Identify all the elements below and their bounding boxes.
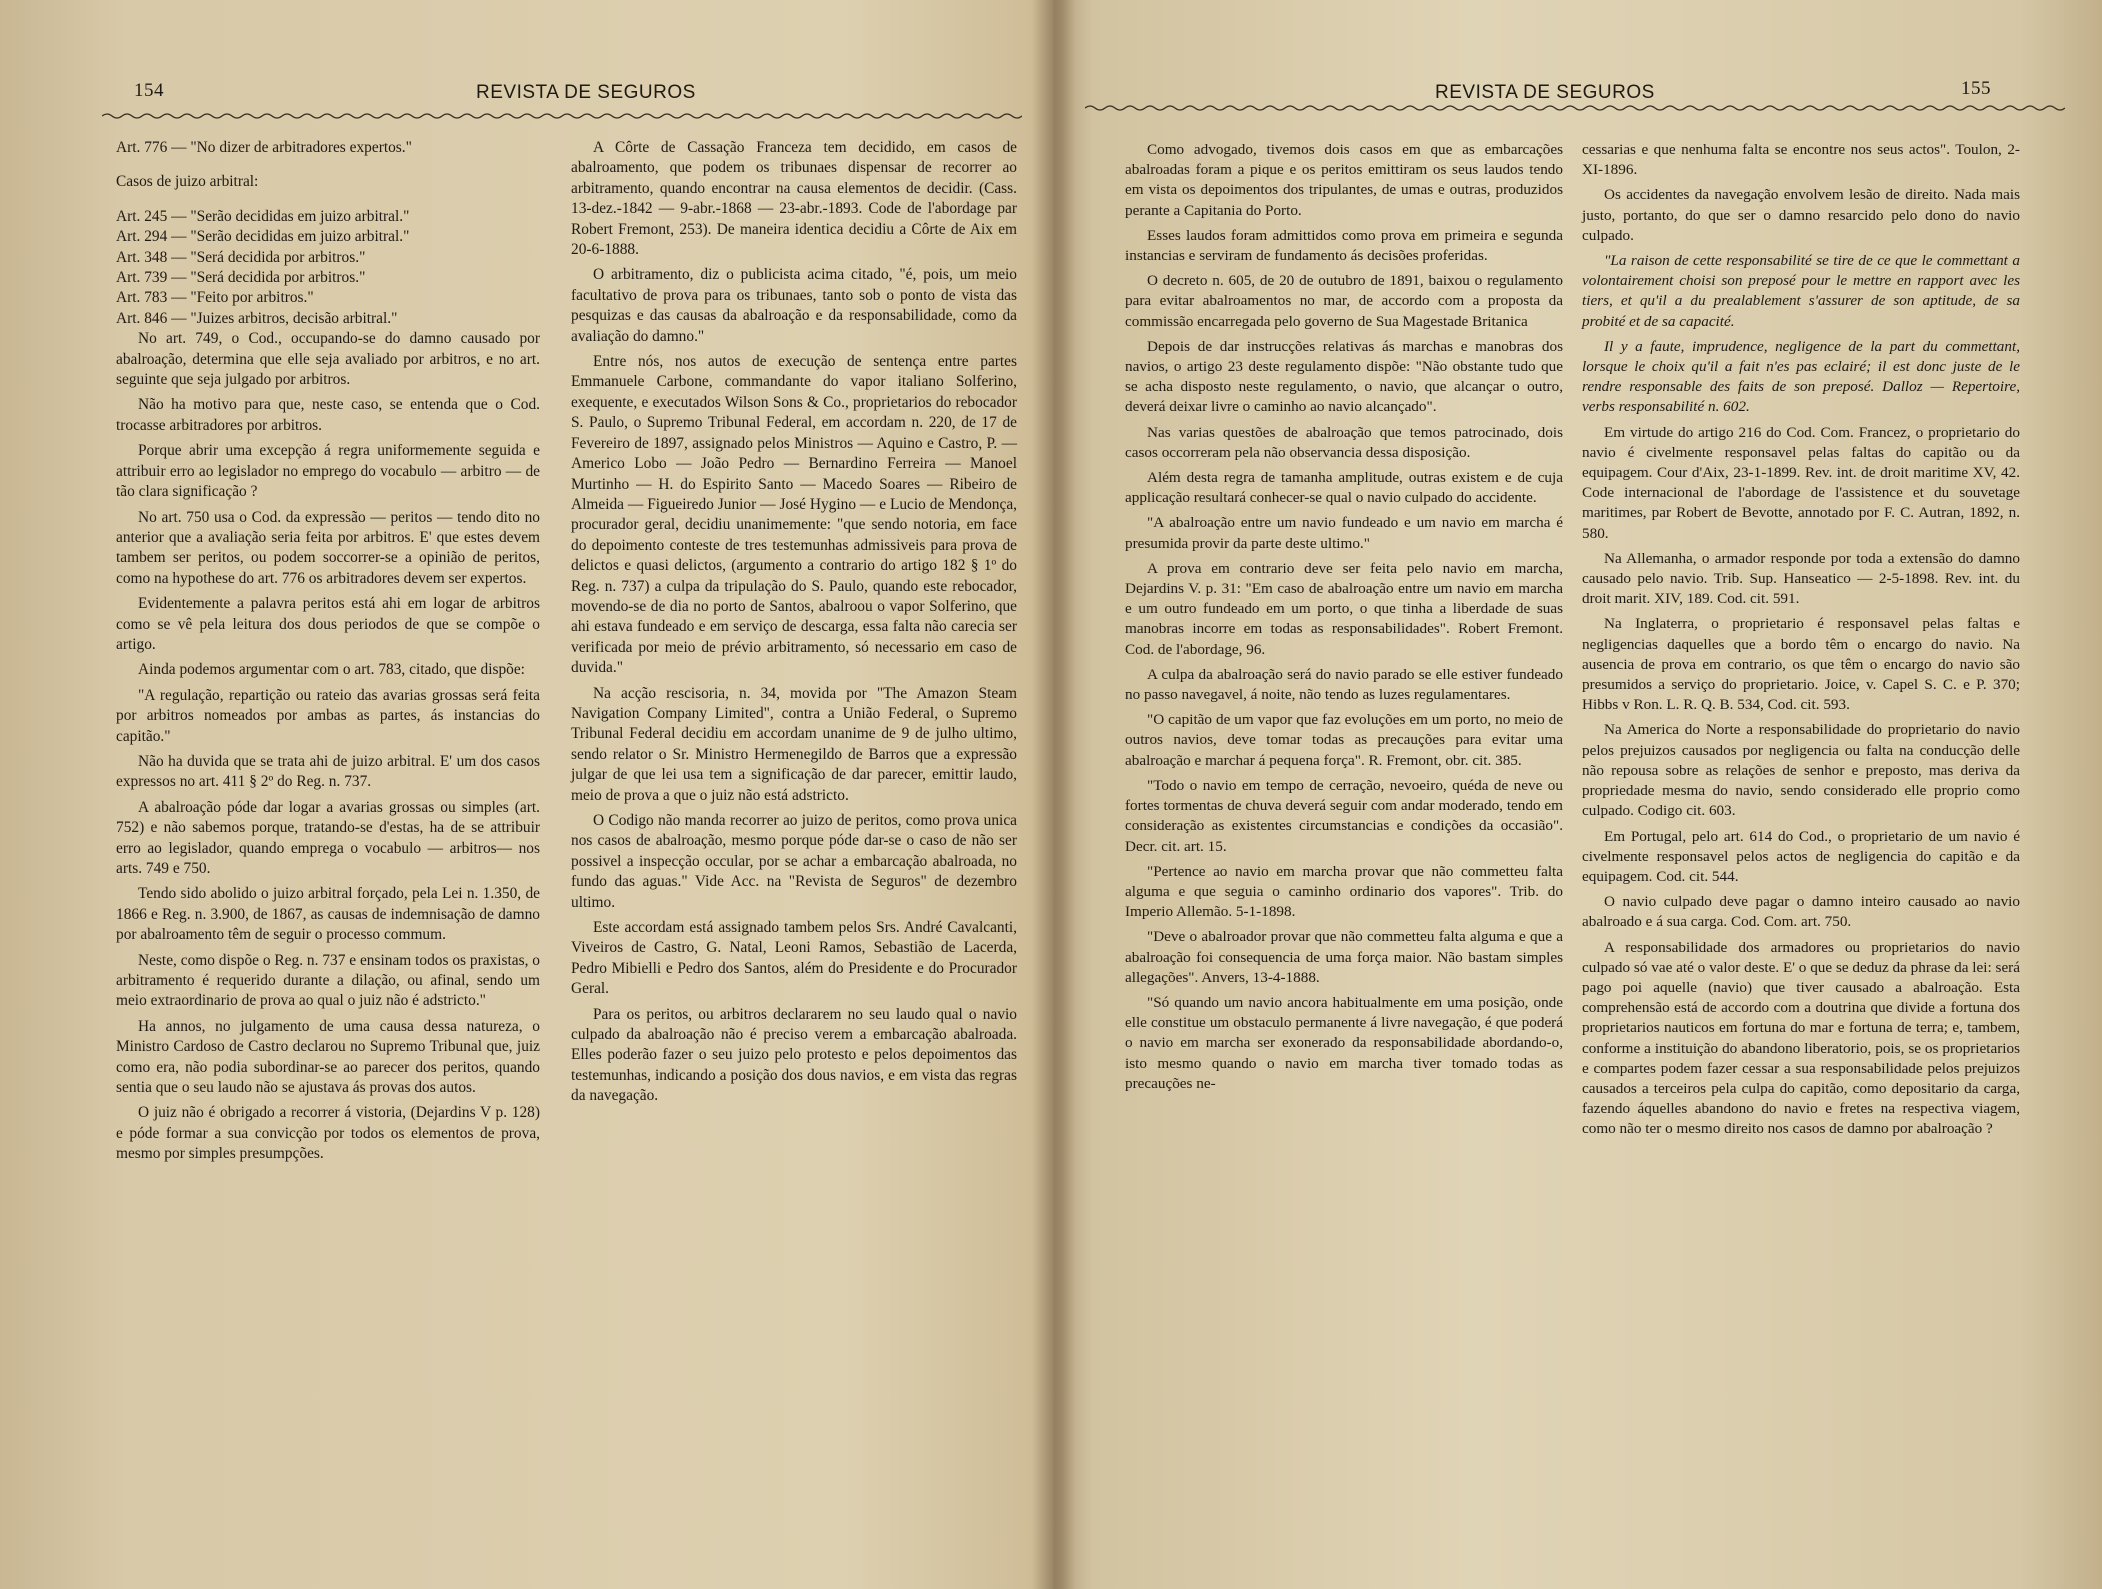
paragraph: Os accidentes da navegação envolvem lesão de direito. Nada mais justo, portanto, do que ser o damno resarcido pelo dono do navio culpado. xyxy=(1582,186,2020,244)
paragraph: Art. 739 — "Será decidida por arbitros." xyxy=(116,269,366,287)
paragraph: "Só quando um navio ancora habitualmente em uma posição, onde elle constitue um obstaculo permanente á livre navegação, é que poderá o navio em marcha ser exonerado da responsabilidade abordando-o, isto mesmo quando o navio em marcha tiver tomado todas as precauções ne- xyxy=(1125,993,1563,1092)
paragraph: Porque abrir uma excepção á regra uniformemente seguida e attribuir erro ao legislador no emprego do vocabulo — arbitro — de tão clara significação ? xyxy=(116,442,540,501)
paragraph: Na America do Norte a responsabilidade do proprietario do navio pelos prejuizos causados por negligencia ou falta na conducção delle não repousa sobre as relações de senhor e preposto, mas deriva da propriedade mesma do navio, sendo considerado elle proprio como culpado. Codigo cit. 603. xyxy=(1582,721,2020,820)
paragraph: Ha annos, no julgamento de uma causa dessa natureza, o Ministro Cardoso de Castro declarou no Supremo Tribunal que, juiz como era, não podia subordinar-se ao parecer dos peritos, quando sentia que o seu laudo não se ajustava ás provas dos autos. xyxy=(116,1017,540,1097)
paragraph: Na Allemanha, o armador responde por toda a extensão do damno causado pelo navio. Trib. Sup. Hanseatico — 2-5-1898. Rev. int. du droit marit. XIV, 189. Cod. cit. 591. xyxy=(1582,549,2020,608)
running-head: REVISTA DE SEGUROS xyxy=(476,82,696,103)
paragraph: "A abalroação entre um navio fundeado e um navio em marcha é presumida provir da parte deste ultimo." xyxy=(1125,514,1563,552)
paragraph: No art. 750 usa o Cod. da expressão — peritos — tendo dito no anterior que a avaliação seria feita por arbitros. E' que estes devem tambem ser peritos, ou podem soccorrer-se a opinião de peritos, como na hypothese do art. 776 os arbitradores devem ser expertos. xyxy=(116,508,540,587)
paragraph: Casos de juizo arbitral: xyxy=(116,173,259,191)
paragraph: Art. 245 — "Serão decididas em juizo arbitral." xyxy=(116,207,410,225)
paragraph: "O capitão de um vapor que faz evoluções em um porto, no meio de outros navios, deve tomar todas as precauções para evitar uma abalroação e marchar á pequena força". R. Fremont, obr. cit. 385. xyxy=(1125,711,1563,769)
paragraph: Neste, como dispõe o Reg. n. 737 e ensinam todos os praxistas, o arbitramento é requerido durante a dilação, ou afinal, sendo um meio extraordinario de prova ao qual o juiz não é adstricto." xyxy=(116,951,540,1010)
paragraph: "A regulação, repartição ou rateio das avarias grossas será feita por arbitros nomeados por ambas as partes, ás instancias do capitão." xyxy=(116,686,540,745)
paragraph: Evidentemente a palavra peritos está ahi em logar de arbitros como se vê pela leitura dos dous periodos de que se compõe o artigo. xyxy=(116,595,540,653)
paragraph: O juiz não é obrigado a recorrer á vistoria, (Dejardins V p. 128) e póde formar a sua convicção por todos os elementos de prova, mesmo por simples presumpções. xyxy=(116,1104,540,1163)
paragraph: A responsabilidade dos armadores ou proprietarios do navio culpado só vae até o valor deste. E' o que se deduz da phrase da lei: será pago poi aquelle (navio) que tiver causado a abalroação. Esta comprehensão está de accordo com a doutrina que divide a fortuna dos proprietarios nauticos em fortuna do mar e fortuna de terra; e, tambem, conforme a instituição do abandono liberatorio, pois, se os proprietarios e compartes podem fazer cessar a sua responsabilidade pelos prejuizos causados a terceiros pela culpa do capitão, como depositario da carga, fazendo áquelles abandono do navio e fretes na respectiva viagem, como não ter o mesmo direito nos casos de damno por abalroação ? xyxy=(1582,938,2020,1138)
paragraph: Art. 348 — "Será decidida por arbitros." xyxy=(116,248,366,266)
paragraph: cessarias e que nenhuma falta se encontre nos seus actos". Toulon, 2-XI-1896. xyxy=(1582,141,2020,179)
header-rule xyxy=(1085,104,2065,112)
paragraph: O decreto n. 605, de 20 de outubro de 1891, baixou o regulamento para evitar abalroamentos no mar, de accordo com a proposta da commissão encarregada pelo governo de Sua Magestade Britanica xyxy=(1125,272,1563,330)
paragraph: Ainda podemos argumentar com o art. 783, citado, que dispõe: xyxy=(138,661,525,679)
left-column-2 xyxy=(571,138,1017,1112)
paragraph: Além desta regra de tamanha amplitude, outras existem e de cuja applicação resultará conhecer-se qual o navio culpado do accidente. xyxy=(1125,469,1563,507)
paragraph: Em virtude do artigo 216 do Cod. Com. Francez, o proprietario do navio é civelmente responsavel pelas faltas do capitão ou da equipagem. Cour d'Aix, 23-1-1899. Rev. int. de droit maritime XV, 42. Code internacional de l'abordage de l'assistence et du souvetage maritimes, par Robert de Bevotte, annotado por F. C. Autran, 1892, n. 580. xyxy=(1582,423,2020,542)
paragraph: Art. 846 — "Juizes arbitros, decisão arbitral." xyxy=(116,309,398,327)
right-column-1 xyxy=(1125,140,1563,1099)
paragraph: Art. 776 — "No dizer de arbitradores expertos." xyxy=(116,139,412,156)
paragraph: A abalroação póde dar logar a avarias grossas ou simples (art. 752) e não sabemos porque, tratando-se d'estas, ha de se attribuir erro ao legislador, quando emprega o vocabulo — arbitros— nos arts. 749 e 750. xyxy=(116,798,540,877)
paragraph: Não ha motivo para que, neste caso, se entenda que o Cod. trocasse arbitradores por arbitros. xyxy=(116,396,540,434)
page-number: 154 xyxy=(134,80,164,101)
paragraph: Art. 294 — "Serão decididas em juizo arbitral." xyxy=(116,228,410,246)
left-header xyxy=(0,80,1051,110)
paragraph: Nas varias questões de abalroação que temos patrocinado, dois casos occorreram pela não observancia dessa disposição. xyxy=(1125,423,1563,461)
paragraph: "Deve o abalroador provar que não commetteu falta alguma e que a abalroação foi consequencia de uma força maior. Não bastam simples allegações". Anvers, 13-4-1888. xyxy=(1125,928,1563,986)
paragraph: No art. 749, o Cod., occupando-se do damno causado por abalroação, determina que elle seja avaliado por arbitros, e no art. seguinte que seja julgado por arbitros. xyxy=(116,330,540,389)
page-number: 155 xyxy=(1961,78,1991,99)
paragraph: A prova em contrario deve ser feita pelo navio em marcha, Dejardins V. p. 31: "Em caso de abalroação entre um navio em marcha e um outro fundeado em um porto, o que tinha a liberdade de suas manobras incorre em todas as responsabilidades". Robert Fremont. Cod. de l'abordage, 96. xyxy=(1125,559,1563,658)
paragraph: Na acção rescisoria, n. 34, movida por "The Amazon Steam Navigation Company Limited", contra a União Federal, o Supremo Tribunal Federal decidiu em accordam unanime de 9 de julho ultimo, sendo relator o Sr. Ministro Hermenegildo de Barros que a expressão julgar de que lei usa tem a significação de dar parecer, emittir laudo, meio de prova a que o juiz não está adstricto. xyxy=(571,684,1017,804)
paragraph: A Côrte de Cassação Franceza tem decidido, em casos de abalroamento, que podem os tribunaes dispensar de recorrer ao arbitramento, quando encontrar na causa elementos de decidir. (Cass. 13-dez.-1842 — 9-abr.-1868 — 23-abr.-1893. Code de l'abordage par Robert Fremont, 253). De maneira identica decidiu a Côrte de Aix em 20-6-1888. xyxy=(571,139,1017,259)
paragraph: O arbitramento, diz o publicista acima citado, "é, pois, um meio facultativo de prova para os tribunaes, tanto sob o ponto de vista das pesquizas e das causas da abalroação e da responsabilidade, como da avaliação do damno." xyxy=(571,266,1017,345)
right-column-2 xyxy=(1582,140,2020,1145)
paragraph: Como advogado, tivemos dois casos em que as embarcações abalroadas foram a pique e os peritos emittiram os seus laudos tendo em vista os depoimentos dos tripulantes, de umas e outras, produzidos perante a Capitania do Porto. xyxy=(1125,141,1563,219)
paragraph: "La raison de cette responsabilité se tire de ce que le commettant a volontairement choisi son preposé pour le mettre en rapport avec les tiers, et qu'il a du prealablement s'assurer de son aptitude, de sa probité et de sa capacité. xyxy=(1582,252,2020,330)
paragraph: Não ha duvida que se trata ahi de juizo arbitral. E' um dos casos expressos no art. 411 § 2º do Reg. n. 737. xyxy=(116,752,540,791)
left-column-1 xyxy=(116,138,540,1170)
paragraph: Il y a faute, imprudence, negligence de la part du commettant, lorsque le choix qu'il a fait n'es pas eclairé; il est donc juste de le rendre responsable des faits de son preposé. Dalloz — Repertoire, verbs responsabilité n. 602. xyxy=(1582,337,2020,416)
paragraph: Para os peritos, ou arbitros declararem no seu laudo qual o navio culpado da abalroação não é preciso verem a embarcação abalroada. Elles poderão fazer o seu juizo pelo protesto e pelos depoimentos das testemunhas, indicando a posição dos dous navios, e em vista das regras da navegação. xyxy=(571,1005,1017,1105)
paragraph: Esses laudos foram admittidos como prova em primeira e segunda instancias e serviram de fundamento ás decisões proferidas. xyxy=(1125,226,1563,265)
paragraph: Tendo sido abolido o juizo arbitral forçado, pela Lei n. 1.350, de 1866 e Reg. n. 3.900, de 1867, as causas de indemnisação de damno por abalroamento têm de seguir o processo commum. xyxy=(116,885,540,944)
paragraph: Art. 783 — "Feito por arbitros." xyxy=(116,289,314,307)
paragraph: Este accordam está assignado tambem pelos Srs. André Cavalcanti, Viveiros de Castro, G. Natal, Leoni Ramos, Sebastião de Lacerda, Pedro Mibielli e Pedro dos Santos, além do Presidente e do Procurador Geral. xyxy=(571,919,1017,998)
paragraph: O navio culpado deve pagar o damno inteiro causado ao navio abalroado e á sua carga. Cod. Com. art. 750. xyxy=(1582,893,2020,931)
paragraph: A culpa da abalroação será do navio parado se elle estiver fundeado no passo navegavel, á noite, não tendo as luzes regulamentares. xyxy=(1125,665,1563,704)
paragraph: "Pertence ao navio em marcha provar que não commetteu falta alguma e que seguia o caminho ordinario dos vapores". Trib. do Imperio Allemão. 5-1-1898. xyxy=(1125,862,1563,921)
paragraph: Entre nós, nos autos de execução de sentença entre partes Emmanuele Carbone, commandante do vapor italiano Solferino, exequente, e executados Wilson Sons & Co., proprietarios do rebocador S. Paulo, o Supremo Tribunal Federal, em accordam n. 220, de 17 de Fevereiro de 1897, assignado pelos Ministros — Aquino e Castro, P. — Americo Lobo — João Pedro — Bernardino Ferreira — Manoel Murtinho — H. do Espirito Santo — Macedo Soares — Ribeiro de Almeida — Figueiredo Junior — José Hygino — e Lucio de Mendonça, procurador geral, decidiu unanimemente: "que sendo notoria, em face do depoimento conteste de tres testemunhas admissiveis para prova de delictos e quasi delictos, (argumento a contrario do artigo 182 § 1º do Reg. n. 737) a culpa da tripulação do S. Paulo, quando este rebocador, movendo-se de dia no porto de Santos, abalroou o vapor Solferino, que ahi estava fundeado e em serviço de descarga, essa falta não carecia ser verificada por meio de prévio arbitramento, só necessario em caso de duvida." xyxy=(571,353,1017,677)
paragraph: "Todo o navio em tempo de cerração, nevoeiro, quéda de neve ou fortes tormentas de chuva deverá seguir com andar moderado, tendo em consideração as existentes circumstancias e condições da occasião". Decr. cit. art. 15. xyxy=(1125,776,1563,855)
paragraph: Na Inglaterra, o proprietario é responsavel pelas faltas e negligencias daquelles que a bordo têm o encargo do navio. Na ausencia de prova em contrario, os que têm o encargo do navio são presumidos a serviço do proprietario. Joice, v. Capel S. C. e P. 370; Hibbs v Ron. L. R. Q. B. 534, Cod. cit. 593. xyxy=(1582,615,2020,714)
header-rule xyxy=(102,112,1022,120)
right-page xyxy=(1051,0,2102,1589)
paragraph: Depois de dar instrucções relativas ás marchas e manobras dos navios, o artigo 23 deste regulamento dispõe: "Não obstante tudo que se acha disposto neste regulamento, o navio, que alcançar o outro, deverá deixar livre o caminho ao navio alcançado". xyxy=(1125,337,1563,416)
paragraph: Em Portugal, pelo art. 614 do Cod., o proprietario de um navio é civelmente responsavel pelos actos de negligencia do capitão e da equipagem. Cod. cit. 544. xyxy=(1582,827,2020,885)
paragraph: O Codigo não manda recorrer ao juizo de peritos, como prova unica nos casos de abalroação, mesmo porque póde dar-se o caso de não ser possivel a inspecção occular, por se achar a embarcação abalroada, no fundo das aguas." Vide Acc. na "Revista de Seguros" de dezembro ultimo. xyxy=(571,812,1017,911)
running-head: REVISTA DE SEGUROS xyxy=(1435,82,1655,103)
